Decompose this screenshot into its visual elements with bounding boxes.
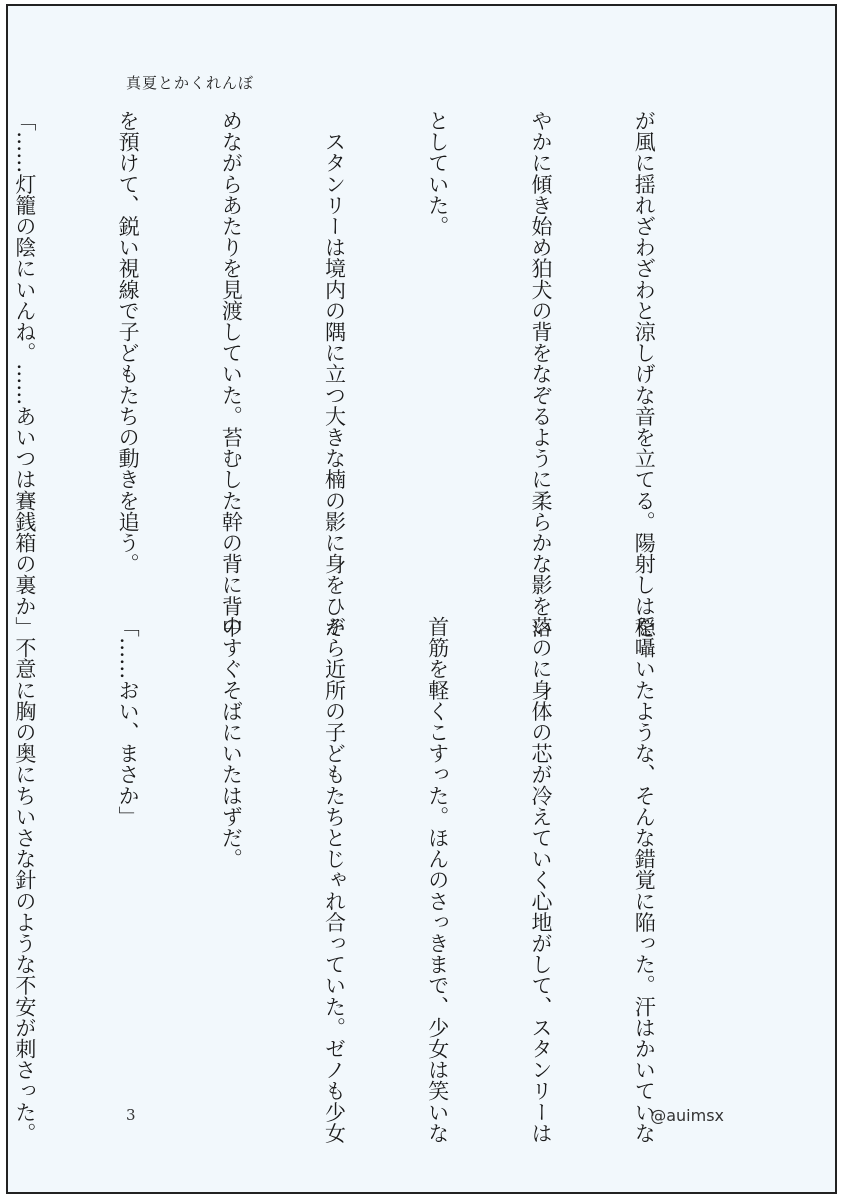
author-handle: @auimsx: [650, 1106, 724, 1125]
text-column: のすぐそばにいたはずだ。: [219, 616, 244, 870]
text-column: がら近所の子どもたちとじゃれ合っていた。ゼノも少女: [322, 616, 347, 1144]
text-column: 「……おい、まさか」: [116, 616, 141, 827]
text-column: を預けて、鋭い視線で子どもたちの動きを追う。: [116, 110, 141, 575]
text-block-upper: [0, 110, 730, 638]
text-column: 不意に胸の奥にちいさな針のような不安が刺さった。: [12, 616, 37, 1144]
text-column: いのに身体の芯が冷えていく心地がして、スタンリーは: [528, 616, 553, 1144]
text-column: やかに傾き始め狛犬の背をなぞるように柔らかな影を落: [528, 110, 553, 638]
text-column: めながらあたりを見渡していた。苔むした幹の背に背中: [219, 110, 244, 638]
text-column: が風に揺れざわざわと涼しげな音を立てる。陽射しは穏: [632, 110, 657, 638]
text-column: 「……灯籠の陰にいんね。……あいつは賽銭箱の裏か」: [12, 110, 37, 638]
text-column: を囁いたような、そんな錯覚に陥った。汗はかいていな: [632, 616, 657, 1144]
page-number: 3: [126, 1106, 136, 1124]
text-column: としていた。: [425, 110, 450, 237]
text-column: 首筋を軽くこすった。ほんのさっきまで、少女は笑いな: [425, 616, 450, 1144]
text-column: スタンリーは境内の隅に立つ大きな楠の影に身をひそ: [322, 110, 347, 638]
book-page: [6, 4, 837, 1194]
running-title: 真夏とかくれんぼ: [126, 74, 255, 92]
